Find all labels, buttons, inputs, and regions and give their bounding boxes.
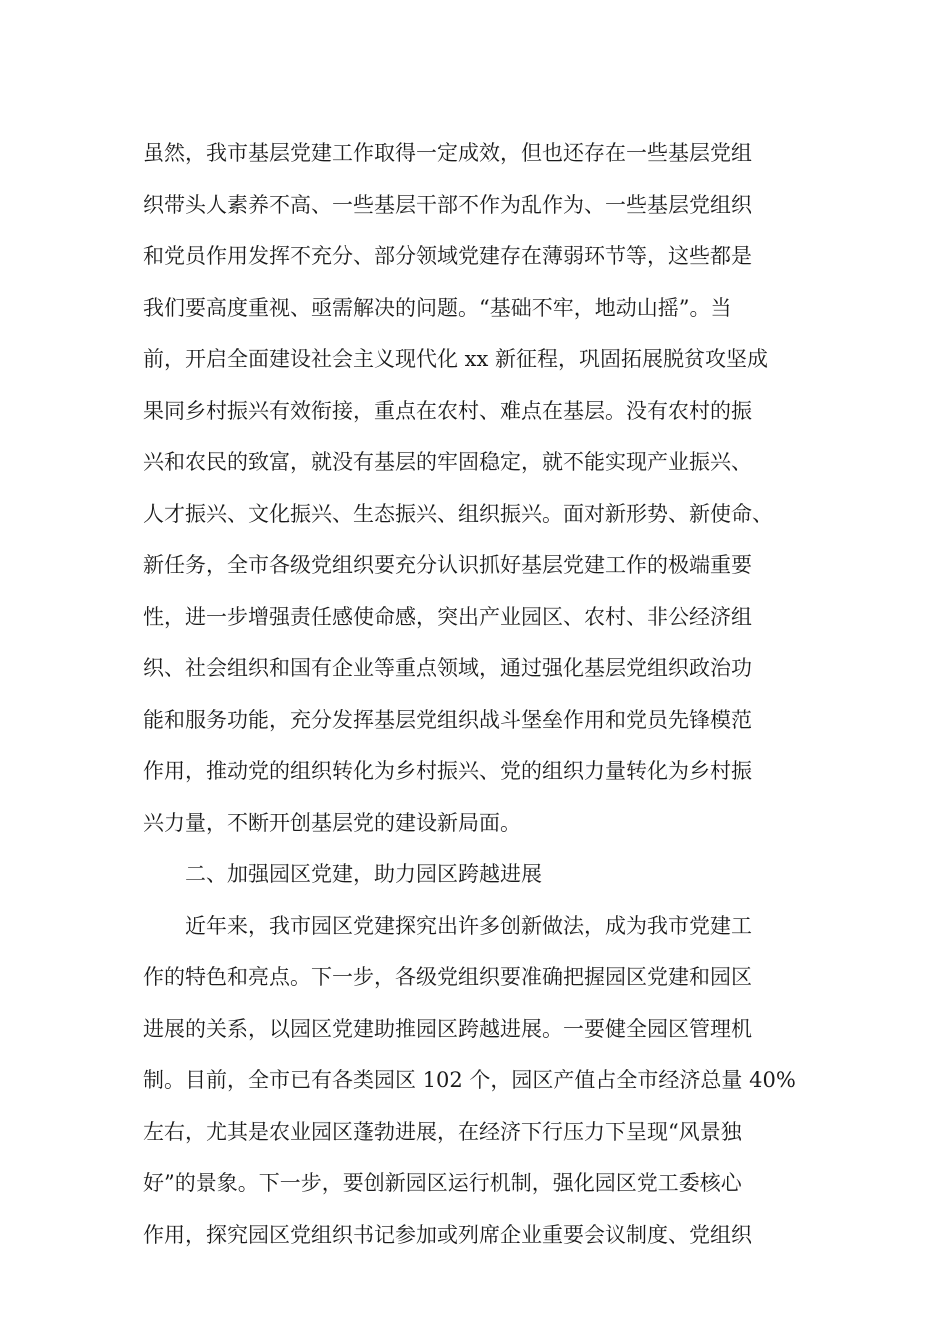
text-line: 好”的景象。下一步，要创新园区运行机制，强化园区党工委核心	[143, 1171, 742, 1195]
text-line: 近年来，我市园区党建探究出许多创新做法，成为我市党建工	[185, 913, 752, 938]
text-line: 能和服务功能，充分发挥基层党组织战斗堡垒作用和党员先锋模范	[143, 707, 752, 732]
text-line: 制。目前，全市已有各类园区 102 个，园区产值占全市经济总量 40%	[143, 1068, 796, 1092]
text-line: 前，开启全面建设社会主义现代化 xx 新征程，巩固拓展脱贫攻坚成	[143, 347, 769, 371]
text-line: 果同乡村振兴有效衔接，重点在农村、难点在基层。没有农村的振	[143, 398, 752, 423]
text-line: 作用，推动党的组织转化为乡村振兴、党的组织力量转化为乡村振	[143, 759, 752, 783]
text-line: 人才振兴、文化振兴、生态振兴、组织振兴。面对新形势、新使命、	[143, 501, 773, 526]
text-line: 作的特色和亮点。下一步，各级党组织要准确把握园区党建和园区	[143, 965, 752, 989]
text-line: 和党员作用发挥不充分、部分领域党建存在薄弱环节等，这些都是	[143, 244, 752, 268]
document-body	[143, 128, 823, 1261]
text-line: 织带头人素养不高、一些基层干部不作为乱作为、一些基层党组织	[143, 192, 752, 217]
text-line: 性，进一步增强责任感使命感，突出产业园区、农村、非公经济组	[143, 604, 752, 629]
paragraph-1	[143, 128, 823, 849]
text-line: 进展的关系，以园区党建助推园区跨越进展。一要健全园区管理机	[143, 1016, 752, 1041]
text-line: 左右，尤其是农业园区蓬勃进展，在经济下行压力下呈现“风景独	[143, 1119, 742, 1144]
text-line: 兴力量，不断开创基层党的建设新局面。	[143, 810, 521, 835]
section-heading	[143, 849, 823, 901]
text-line: 作用，探究园区党组织书记参加或列席企业重要会议制度、党组织	[143, 1222, 752, 1247]
text-line: 我们要高度重视、亟需解决的问题。“基础不牢，地动山摇”。当	[143, 295, 732, 320]
text-line: 织、社会组织和国有企业等重点领域，通过强化基层党组织政治功	[143, 656, 752, 680]
text-line: 兴和农民的致富，就没有基层的牢固稳定，就不能实现产业振兴、	[143, 450, 752, 474]
text-line: 虽然，我市基层党建工作取得一定成效，但也还存在一些基层党组	[143, 141, 752, 165]
text-line: 新任务，全市各级党组织要充分认识抓好基层党建工作的极端重要	[143, 553, 752, 577]
section-heading-text: 二、加强园区党建，助力园区跨越进展	[185, 862, 542, 886]
paragraph-2	[143, 901, 823, 1262]
